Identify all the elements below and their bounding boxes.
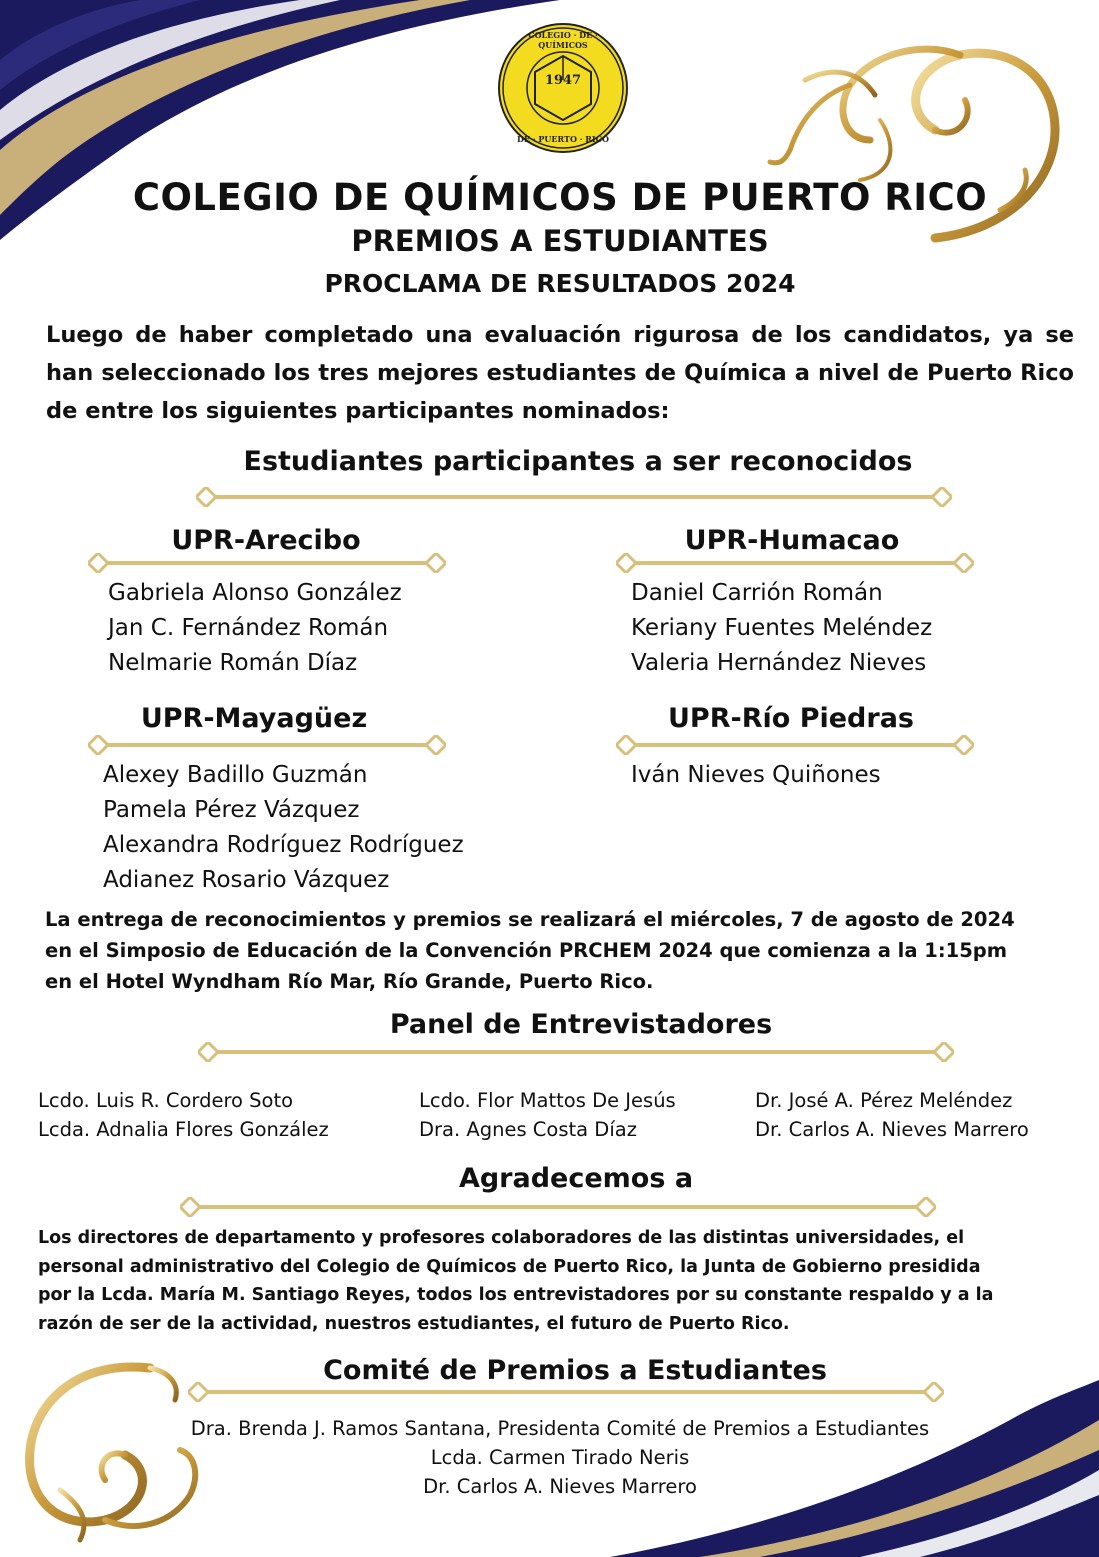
seal-year: 1947	[544, 73, 582, 88]
committee-member: Lcda. Carmen Tirado Neris	[430, 1446, 690, 1469]
student-name: Pamela Pérez Vázquez	[103, 797, 360, 823]
panel-member: Dr. Carlos A. Nieves Marrero	[755, 1118, 1029, 1141]
committee-member: Dr. Carlos A. Nieves Marrero	[423, 1475, 697, 1498]
student-name: Adianez Rosario Vázquez	[103, 867, 390, 893]
panel-column-1	[38, 1086, 329, 1144]
campus-title-humacao: UPR-Humacao	[684, 525, 900, 556]
student-list-rio-piedras	[631, 758, 881, 793]
thanks-line: razón de ser de la actividad, nuestros estudiantes, el futuro de Puerto Rico.	[38, 1313, 790, 1334]
student-name: Iván Nieves Quiñones	[631, 762, 881, 788]
divider-panel	[198, 1042, 954, 1062]
thanks-line: personal administrativo del Colegio de Químicos de Puerto Rico, la Junta de Gobierno presidida	[38, 1256, 981, 1277]
campus-title-rio-piedras: UPR-Río Piedras	[668, 703, 914, 734]
student-list-arecibo	[108, 576, 402, 681]
divider-arecibo	[88, 553, 446, 573]
panel-member: Lcdo. Luis R. Cordero Soto	[38, 1089, 294, 1112]
seal-top-text: COLEGIO · DE · QUÍMICOS	[528, 30, 598, 50]
participants-heading: Estudiantes participantes a ser reconocidos	[243, 446, 913, 477]
thanks-line: Los directores de departamento y profesores colaboradores de las distintas universidades, el	[38, 1228, 965, 1248]
student-name: Gabriela Alonso González	[108, 580, 402, 606]
seal-bottom-text: DE · PUERTO · RICO	[517, 134, 609, 144]
ceremony-paragraph	[45, 904, 1077, 997]
subtitle: PREMIOS A ESTUDIANTES	[351, 224, 769, 258]
thanks-line: por la Lcda. María M. Santiago Reyes, todos los entrevistadores por su constante respaldo y a la	[38, 1285, 994, 1305]
committee-heading: Comité de Premios a Estudiantes	[323, 1355, 827, 1386]
intro-paragraph: Luego de haber completado una evaluación rigurosa de los candidatos, ya se han seleccionado los tres mejores estudiantes de Química a nivel de Puerto Rico de entre los siguientes participantes nominados:	[46, 322, 1074, 424]
panel-column-2	[419, 1086, 676, 1144]
committee-member: Dra. Brenda J. Ramos Santana, Presidenta Comité de Premios a Estudiantes	[190, 1417, 930, 1440]
panel-member: Dr. José A. Pérez Meléndez	[755, 1089, 1013, 1112]
panel-member: Lcdo. Flor Mattos De Jesús	[419, 1089, 676, 1112]
committee-members	[100, 1414, 1020, 1501]
ceremony-line: en el Simposio de Educación de la Convención PRCHEM 2024 que comienza a la 1:15pm	[45, 939, 1008, 962]
student-name: Jan C. Fernández Román	[108, 615, 389, 641]
student-name: Alexey Badillo Guzmán	[103, 762, 368, 788]
panel-heading: Panel de Entrevistadores	[389, 1009, 773, 1040]
divider-committee	[188, 1382, 944, 1402]
student-list-mayaguez	[103, 758, 464, 898]
divider-participants	[196, 487, 952, 507]
thanks-paragraph	[38, 1224, 1068, 1338]
student-name: Keriany Fuentes Meléndez	[631, 615, 933, 641]
student-name: Alexandra Rodríguez Rodríguez	[103, 832, 464, 858]
divider-thanks	[180, 1197, 936, 1217]
panel-member: Dra. Agnes Costa Díaz	[419, 1118, 637, 1141]
student-name: Daniel Carrión Román	[631, 580, 883, 606]
ceremony-line: en el Hotel Wyndham Río Mar, Río Grande, Puerto Rico.	[45, 970, 654, 993]
student-name: Nelmarie Román Díaz	[108, 650, 358, 676]
subtitle-results: PROCLAMA DE RESULTADOS 2024	[324, 269, 796, 298]
thanks-heading: Agradecemos a	[458, 1163, 694, 1194]
campus-title-arecibo: UPR-Arecibo	[171, 525, 361, 556]
campus-title-mayaguez: UPR-Mayagüez	[140, 703, 368, 734]
college-seal	[497, 22, 629, 154]
divider-mayaguez	[88, 735, 446, 755]
main-title: COLEGIO DE QUÍMICOS DE PUERTO RICO	[132, 176, 988, 219]
divider-humacao	[616, 553, 974, 573]
panel-member: Lcda. Adnalia Flores González	[38, 1118, 329, 1141]
divider-rio-piedras	[616, 735, 974, 755]
student-list-humacao	[631, 576, 932, 681]
panel-column-3	[755, 1086, 1029, 1144]
student-name: Valeria Hernández Nieves	[631, 650, 927, 676]
ceremony-line: La entrega de reconocimientos y premios se realizará el miércoles, 7 de agosto de 2024	[45, 908, 1015, 931]
